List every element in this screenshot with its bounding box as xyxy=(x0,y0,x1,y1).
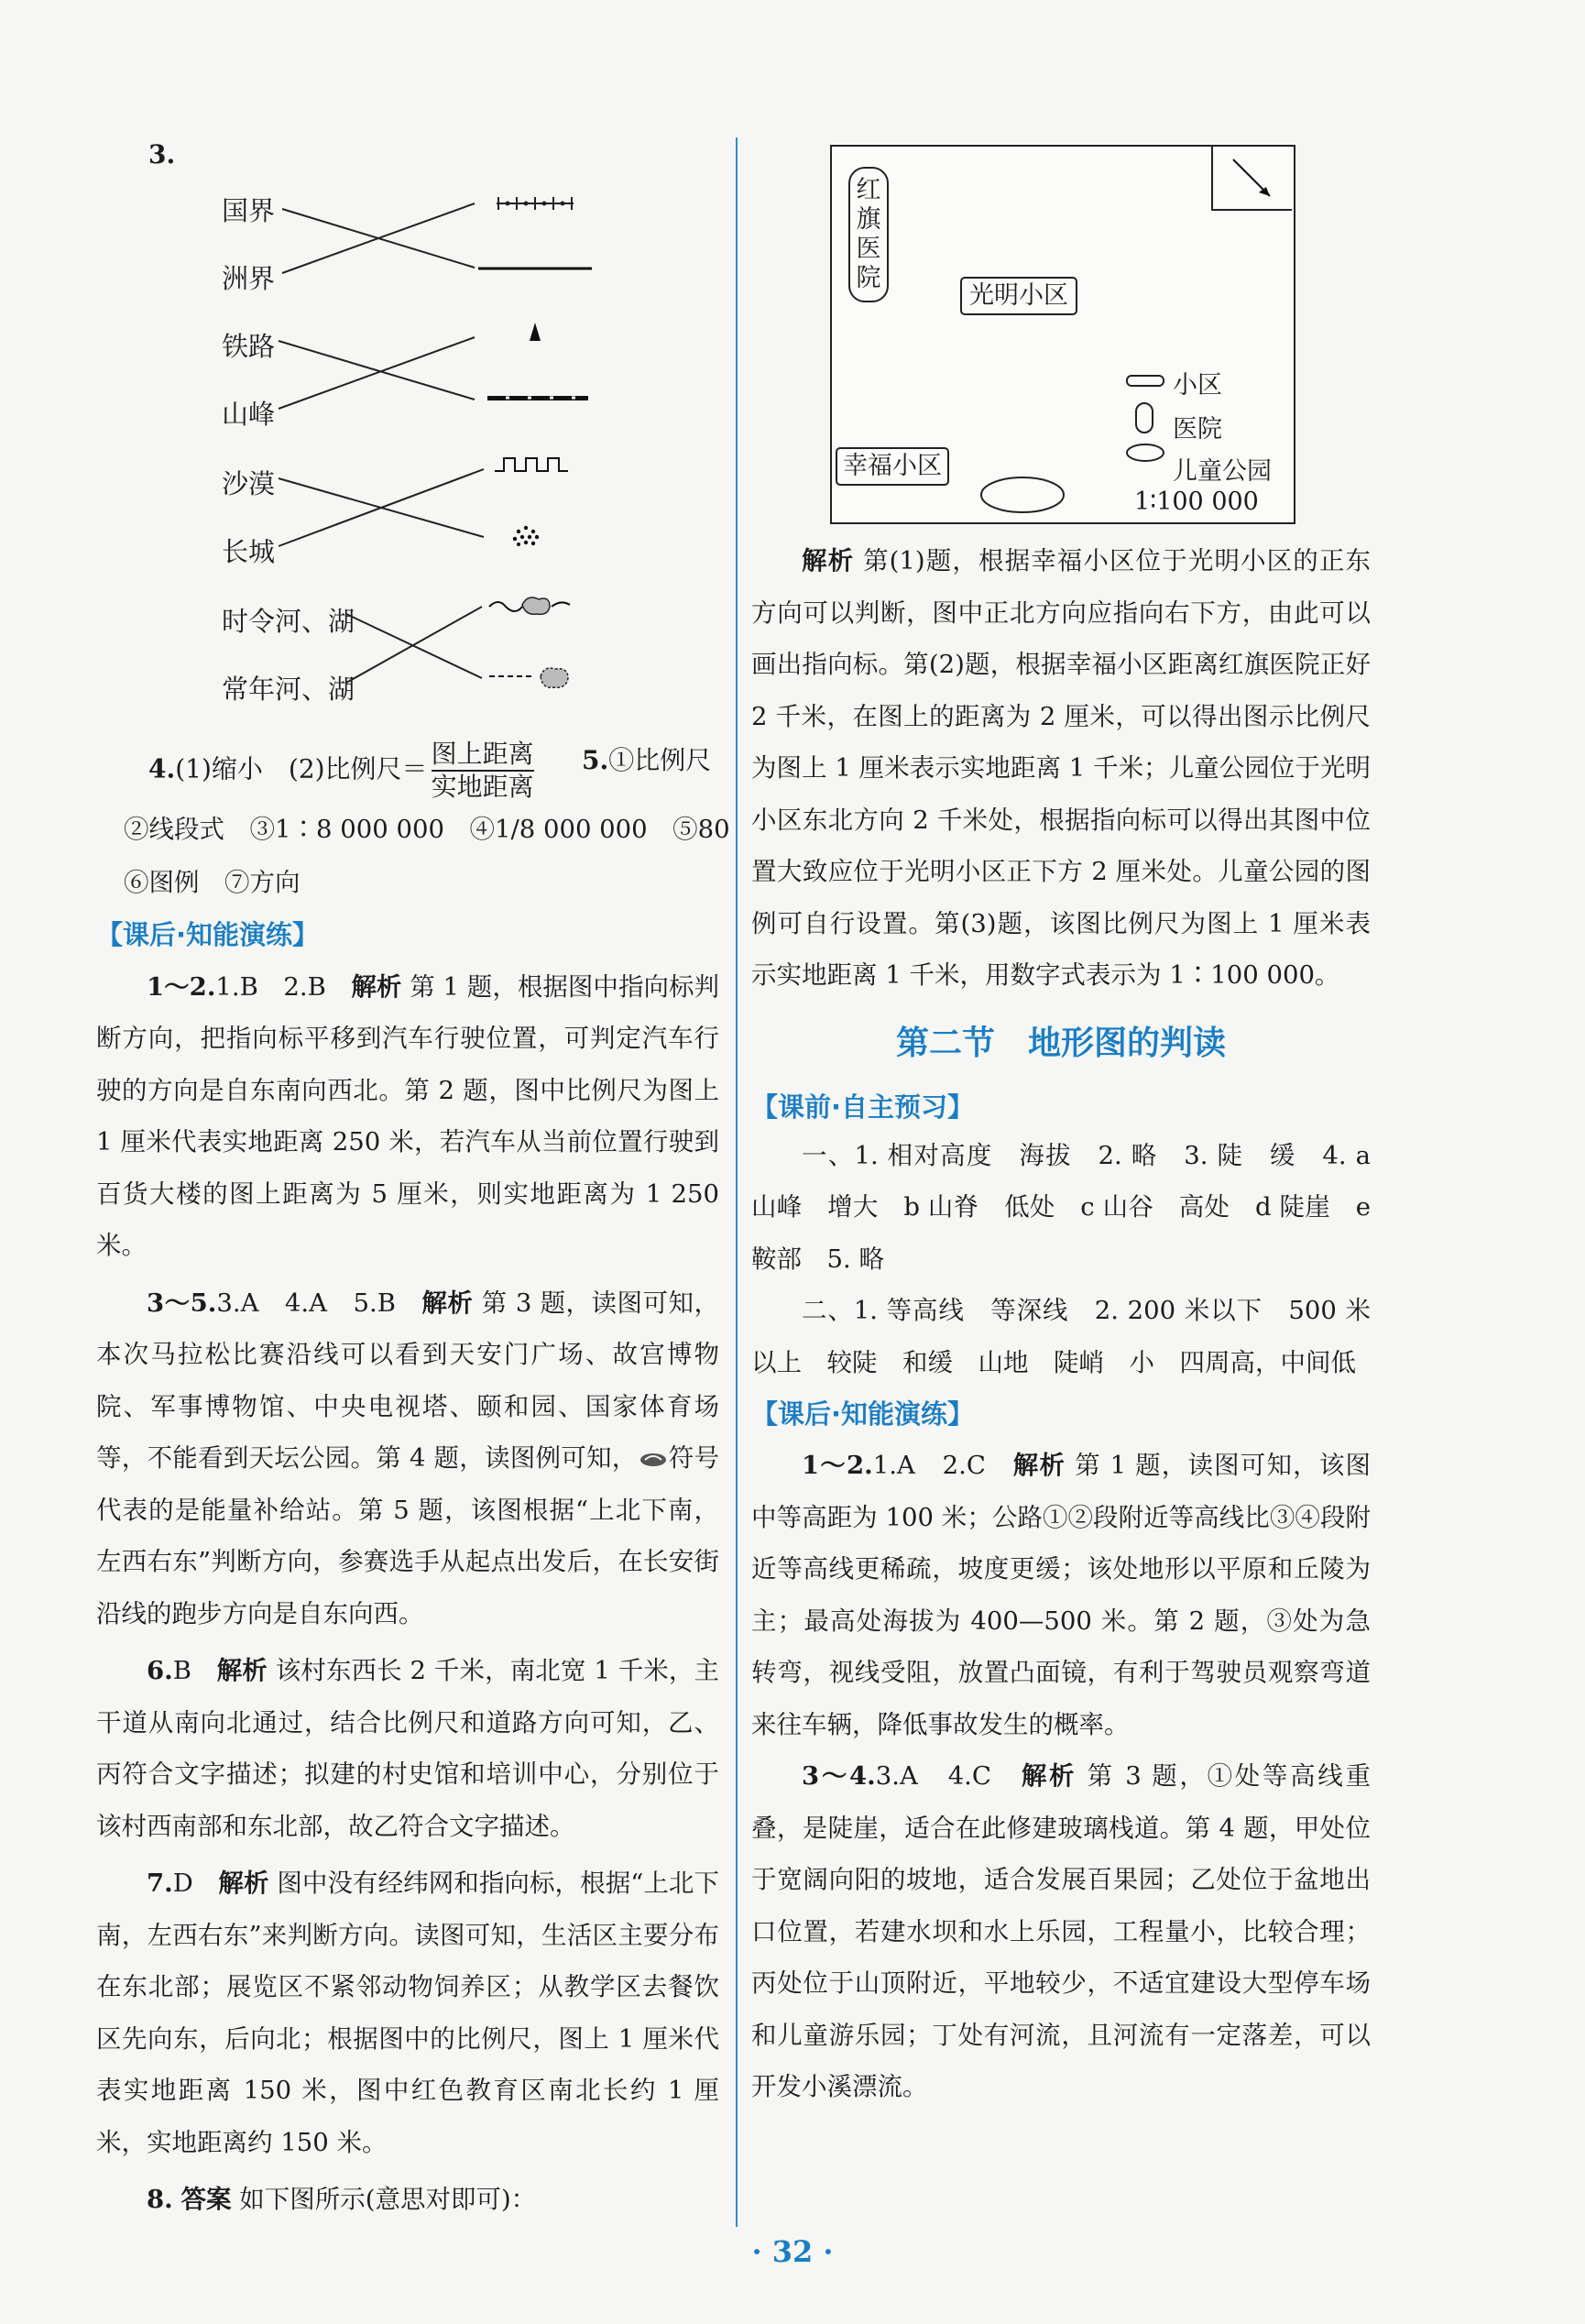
north-arrow-box xyxy=(1211,147,1292,211)
q5-number: 5. xyxy=(582,745,609,775)
guangming-label: 光明小区 xyxy=(960,277,1077,315)
section-after-class-1: 【课后·知能演练】 xyxy=(96,919,320,950)
q5-line3: ⑥图例 ⑦方向 xyxy=(124,868,301,897)
analysis-tag: 解析 xyxy=(421,1288,474,1318)
answer-7-text: 图中没有经纬网和指向标，根据“上北下南，左西右东”来判断方向。读图可知，生活区主要分布在东北部；展览区不紧邻动物饲养区；从教学区去餐饮区先向东，后向北；根据图中的比例尺，图上 1 厘米代表实地距离 150 米，图中红色教育区南北长约 1 厘米，实地距离约 150 米。 xyxy=(96,1869,720,2157)
matching-diagram xyxy=(266,183,614,715)
frac-numerator: 图上距离 xyxy=(432,739,534,772)
analysis-tag: 解析 xyxy=(351,971,402,1002)
symbol-shiling-hehu xyxy=(489,668,568,687)
answer-tag: 答案 xyxy=(180,2185,232,2214)
legend-hospital-symbol xyxy=(1136,403,1153,433)
answer-r-1-2-choices: 1.A 2.C xyxy=(872,1451,1013,1480)
frac-denominator: 实地距离 xyxy=(431,772,534,802)
legend-community-label: 小区 xyxy=(1173,371,1222,400)
symbol-changnian-hehu xyxy=(489,597,570,614)
column-divider xyxy=(736,137,738,2227)
children-park-shape xyxy=(978,473,1070,519)
analysis-tag: 解析 xyxy=(1012,1451,1066,1480)
q4-number: 4. xyxy=(148,753,176,784)
analysis-tag: 解析 xyxy=(218,1869,269,1898)
q5-line1: ①比例尺 xyxy=(608,745,712,775)
answer-1-2-choices: 1.B 2.B xyxy=(215,971,352,1002)
map-analysis xyxy=(751,535,1371,1002)
north-arrow-icon xyxy=(1213,147,1292,209)
q5-head xyxy=(582,740,711,777)
xingfu-label: 幸福小区 xyxy=(836,447,949,486)
matching-lines xyxy=(279,203,484,683)
analysis-tag: 解析 xyxy=(216,1656,268,1685)
preview-part-1: 一、1. 相对高度 海拔 2. 略 3. 陡 缓 4. a 山峰 增大 b 山脊 低处 c 山谷 高处 d 陡崖 e 鞍部 5. 略 xyxy=(751,1140,1371,1274)
analysis-tag: 解析 xyxy=(1021,1761,1077,1791)
answer-r-1-2 xyxy=(751,1440,1371,1750)
answer-6-text: 该村东西长 2 千米，南北宽 1 千米，主干道从南向北通过，结合比例尺和道路方向可知，乙、丙符合文字描述；拟建的村史馆和培训中心，分别位于该村西南部和东北部，故乙符合文字描述。 xyxy=(96,1656,719,1841)
answer-3-5-choices: 3.A 4.A 5.B xyxy=(216,1288,422,1318)
answer-7-head: 7. xyxy=(147,1869,173,1898)
legend-label-changcheng: 长城 xyxy=(222,536,276,567)
q5-line2: ②线段式 ③1∶8 000 000 ④1/8 000 000 ⑤80 xyxy=(124,815,730,844)
answer-3-5-text-a: 第 3 题，读图可知，本次马拉松比赛沿线可以看到天安门广场、故宫博物院、军事博物馆、中央电视塔、颐和园、国家体育场等，不能看到天坛公园。第 4 题，读图例可知， xyxy=(96,1288,719,1473)
preview-part-2: 二、1. 等高线 等深线 2. 200 米以下 500 米以上 较陡 和缓 山地 陡峭 小 四周高，中间低 xyxy=(751,1296,1371,1377)
answer-3-5 xyxy=(96,1277,719,1640)
section-title: 第二节 地形图的判读 xyxy=(895,1023,1226,1062)
answer-6 xyxy=(96,1645,719,1852)
legend-label-shiling-he: 时令河、湖 xyxy=(222,606,355,637)
legend-hospital-label: 医院 xyxy=(1173,415,1222,444)
q4-part1: (1)缩小 (2)比例尺＝ xyxy=(175,753,428,784)
legend-park-symbol xyxy=(1127,444,1164,461)
scale-fraction xyxy=(432,739,534,803)
answer-1-2-text: 第 1 题，根据图中指向标判断方向，把指向标平移到汽车行驶位置，可判定汽车行驶的方向是自东南向西北。第 2 题，图中比例尺为图上 1 厘米代表实地距离 250 米，若汽车从当前位置行驶到百货大楼的图上距离为 5 厘米，则实地距离为 1 250 米。 xyxy=(96,971,720,1260)
legend-park-label: 儿童公园 xyxy=(1173,457,1272,486)
left-column xyxy=(96,909,719,2226)
answer-r-3-4 xyxy=(751,1750,1371,2113)
legend-label-tielu: 铁路 xyxy=(222,331,276,362)
map-analysis-text: 第(1)题，根据幸福小区位于光明小区的正东方向可以判断，图中正北方向应指向右下方，由此可以画出指向标。第(2)题，根据幸福小区距离红旗医院正好 2 千米，在图上的距离为 2 厘米，可以得出图示比例尺为图上 1 厘米表示实地距离 1 千米；儿童公园位于光明小区东北方向 2 千米处，根据指向标可以得出其图中位置大致应位于光明小区正下方 2 厘米处。儿童公园的图例可自行设置。第(3)题，该图比例尺为图上 1 厘米表示实地距离 1 千米，用数字式表示为 1∶100 000。 xyxy=(751,546,1371,990)
answer-r-1-2-head: 1～2. xyxy=(802,1451,873,1480)
legend-label-changnian-he: 常年河、湖 xyxy=(222,674,355,705)
hospital-label: 红旗医院 xyxy=(848,167,889,302)
community-map xyxy=(830,145,1295,524)
symbol-shanfeng xyxy=(530,323,541,341)
legend-label-shamo: 沙漠 xyxy=(222,468,276,499)
answer-6-head: 6. xyxy=(147,1656,173,1685)
answer-1-2 xyxy=(96,961,719,1272)
map-scale: 1∶100 000 xyxy=(1134,488,1259,516)
answer-r-3-4-head: 3～4. xyxy=(802,1761,876,1791)
symbol-guojie xyxy=(497,197,574,210)
answer-7 xyxy=(96,1858,719,2168)
answer-3-5-head: 3～5. xyxy=(147,1288,217,1318)
answer-6-choice: B xyxy=(172,1656,217,1685)
symbol-tielu xyxy=(487,396,588,400)
legend-label-zhoujie: 洲界 xyxy=(222,263,276,294)
q4-line xyxy=(148,739,538,803)
answer-r-1-2-text: 第 1 题，读图可知，该图中等高距为 100 米；公路①②段附近等高线比③④段附近等高线更稀疏，坡度更缓；该处地形以平原和丘陵为主；最高处海拔为 400—500 米。第 2 题，③处为急转弯，视线受阻，放置凸面镜，有利于驾驶员观察弯道来往车辆，降低事故发生的概率。 xyxy=(751,1451,1371,1739)
supply-station-icon xyxy=(638,1450,669,1470)
section-before-class: 【课前·自主预习】 xyxy=(751,1091,975,1123)
answer-8 xyxy=(96,2174,719,2226)
answer-3-5-text-b: 符号代表的是能量补给站。第 5 题，该图根据“上北下南，左西右东”判断方向，参赛选手从起点出发后，在长安街沿线的跑步方向是自东向西。 xyxy=(96,1443,720,1628)
q3-number: 3. xyxy=(148,139,176,170)
legend-community-symbol xyxy=(1127,376,1164,386)
page-number: · 32 · xyxy=(751,2234,834,2269)
legend-label-guojie: 国界 xyxy=(222,195,276,226)
analysis-tag: 解析 xyxy=(802,546,855,576)
symbol-changcheng xyxy=(495,458,568,471)
answer-r-3-4-text: 第 3 题，①处等高线重叠，是陡崖，适合在此修建玻璃栈道。第 4 题，甲处位于宽阔向阳的坡地，适合发展百果园；乙处位于盆地出口位置，若建水坝和水上乐园，工程量小，比较合理；丙处位于山顶附近，平地较少，不适宜建设大型停车场和儿童游乐园；丁处有河流，且河流有一定落差，可以开发小溪漂流。 xyxy=(751,1761,1371,2101)
answer-8-head: 8. xyxy=(147,2185,173,2214)
legend-label-shanfeng: 山峰 xyxy=(222,399,276,430)
section-after-class-2: 【课后·知能演练】 xyxy=(751,1398,975,1430)
answer-r-3-4-choices: 3.A 4.C xyxy=(875,1761,1022,1791)
right-column xyxy=(751,535,1371,2113)
answer-1-2-head: 1～2. xyxy=(147,971,216,1002)
answer-7-choice: D xyxy=(172,1869,219,1898)
symbol-shamo xyxy=(513,526,539,546)
answer-8-text: 如下图所示(意思对即可)： xyxy=(239,2185,537,2214)
